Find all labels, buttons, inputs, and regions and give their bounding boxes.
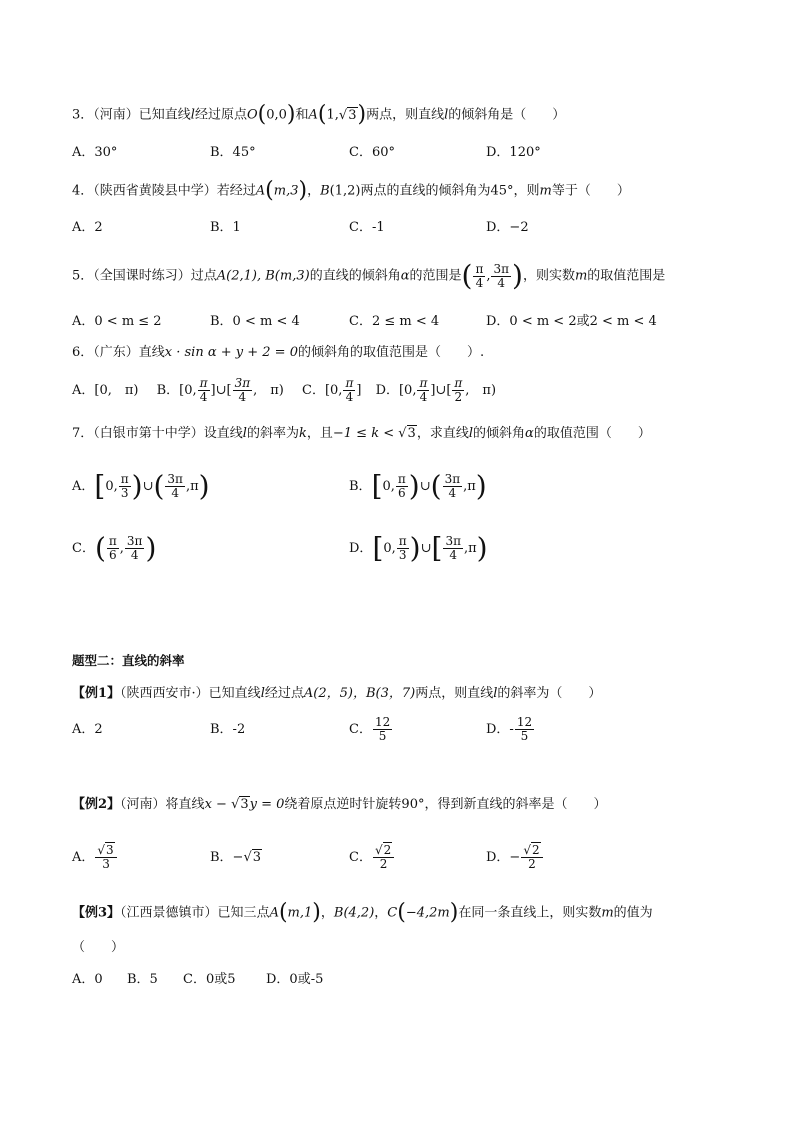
sqrt-symbol: √3 xyxy=(398,426,416,441)
ex1-option-d[interactable]: D．- $\frac{12}{5}$ xyxy=(486,715,533,743)
q7-var-alpha: α xyxy=(525,426,534,441)
ex1-text: （陕西西安市·）已知直线 xyxy=(120,686,261,701)
q5-var-alpha: α xyxy=(400,268,410,284)
q3-text: 经过原点 xyxy=(194,107,247,123)
ex3-text: ， xyxy=(320,905,334,921)
q3-option-d[interactable]: D．120° xyxy=(486,145,541,160)
q3-text: 3．（河南）已知直线 xyxy=(72,107,191,123)
q3-text: 的倾斜角是（ ） xyxy=(448,107,566,123)
q5-var-m: m xyxy=(574,268,588,284)
q6-option-b[interactable]: B．[0, $\frac{\pi}{4}$ ]∪[ $\frac{3\pi}{4}$ , π) xyxy=(156,376,284,404)
q4-point-b-args: (1,2) xyxy=(329,183,361,199)
ex3-point-c: C xyxy=(387,905,398,921)
ex2-option-a[interactable]: A． $\frac{√3}{3}$ xyxy=(72,838,118,878)
ex1-option-a[interactable]: A．2 xyxy=(72,722,103,737)
q7-var-l: l xyxy=(242,426,247,441)
question-4-stem: 4．（陕西省黄陵县中学）若经过A(m,3)，B(1,2)两点的直线的倾斜角为45°，则m等于（ ） xyxy=(72,178,630,203)
question-5-stem: 5．（全国课时练习）过点A(2,1), B(m,3)的直线的倾斜角α的范围是( $\frac{\pi}{4}$ , $\frac{3\pi}{4}$ )，则实数m的取值范围是 xyxy=(72,259,666,292)
q5-text: 5．（全国课时练习）过点 xyxy=(72,268,217,284)
q7-text: 的斜率为 xyxy=(246,426,299,441)
q7-text: 7．（白银市第十中学）设直线 xyxy=(72,426,243,441)
q6-text: 的倾斜角的取值范围是（ ）. xyxy=(297,345,485,360)
ex3-answer-bracket: （ ） xyxy=(72,940,125,955)
ex3-text: 在同一条直线上，则实数 xyxy=(458,905,602,921)
q3-option-b[interactable]: B．45° xyxy=(210,145,256,160)
ex3-option-a[interactable]: A．0 xyxy=(72,972,103,987)
ex2-option-c[interactable]: C． $\frac{√2}{2}$ xyxy=(349,838,395,878)
ex1-text: 两点，则直线 xyxy=(415,686,494,701)
sqrt-symbol: √3 xyxy=(338,107,357,123)
q7-text: ，且 xyxy=(306,426,333,441)
question-6-stem xyxy=(72,343,754,363)
ex1-var-l: l xyxy=(260,686,265,701)
ex2-text: 绕着原点逆时针旋转90°，得到新直线的斜率是（ ） xyxy=(284,797,607,812)
q7-text: 的倾斜角 xyxy=(473,426,526,441)
q4-var-m: m xyxy=(539,183,552,199)
q5-option-c[interactable]: C．2 ≤ m < 4 xyxy=(349,314,440,329)
question-7-stem xyxy=(72,424,754,444)
ex3-point-a: A xyxy=(269,905,279,921)
q6-text: 6．（广东）直线 xyxy=(72,345,165,360)
ex3-option-d[interactable]: D．0或-5 xyxy=(266,972,324,987)
q7-option-b[interactable]: B．[0, $\frac{\pi}{6}$ )∪( $\frac{3\pi}{4}$ ,π) xyxy=(349,469,487,503)
q5-points: A(2,1), B(m,3) xyxy=(216,268,310,284)
ex3-text: 的值为 xyxy=(613,905,653,921)
q7-option-d[interactable]: D．[0, $\frac{\pi}{3}$ )∪[ $\frac{3\pi}{4}$ ,π) xyxy=(349,531,488,565)
ex1-text: 的斜率为（ ） xyxy=(497,686,602,701)
q7-var-k: k xyxy=(298,426,307,441)
ex1-option-c[interactable]: C． $\frac{12}{5}$ xyxy=(349,715,391,743)
ex2-equation: x − xyxy=(204,797,227,812)
q3-point-o: O xyxy=(246,107,258,123)
q3-point-a-args: 1, xyxy=(326,107,339,123)
example-1-stem xyxy=(72,684,754,704)
q5-option-d[interactable]: D．0 < m < 2或2 < m < 4 xyxy=(486,314,657,329)
q5-option-a[interactable]: A．0 < m ≤ 2 xyxy=(72,314,162,329)
ex3-option-c[interactable]: C．0或5 xyxy=(183,972,236,987)
q6-option-c[interactable]: C．[0, $\frac{\pi}{4}$ ] xyxy=(302,376,362,404)
q5-frac-1: $\frac{\pi}{4}$ xyxy=(475,261,484,290)
q3-var-l: l xyxy=(444,107,449,123)
q4-text: 两点的直线的倾斜角为45°，则 xyxy=(360,183,540,199)
q5-text: 的范围是 xyxy=(409,268,462,284)
q3-option-a[interactable]: A．30° xyxy=(72,145,118,160)
q4-text: 4．（陕西省黄陵县中学）若经过 xyxy=(72,183,256,199)
q7-option-a[interactable]: A．[0, $\frac{\pi}{3}$ )∪( $\frac{3\pi}{4}$ ,π) xyxy=(72,469,210,503)
q5-text: 的直线的倾斜角 xyxy=(309,268,401,284)
q4-text: ， xyxy=(307,183,321,199)
sqrt-symbol: √3 xyxy=(231,797,249,812)
q7-text: ，求直线 xyxy=(416,426,469,441)
ex2-text: （河南）将直线 xyxy=(120,797,205,812)
example-3-label: 【例3】 xyxy=(72,905,121,921)
example-3-stem: 【例3】（江西景德镇市）已知三点A(m,1)，B(4,2)，C(−4,2m)在同一条直线上，则实数m的值为 xyxy=(72,900,653,925)
q5-option-b[interactable]: B．0 < m < 4 xyxy=(210,314,300,329)
ex1-text: 经过点 xyxy=(264,686,304,701)
example-2-label: 【例2】 xyxy=(72,797,121,812)
q4-option-b[interactable]: B．1 xyxy=(210,220,241,235)
q4-text: 等于（ ） xyxy=(551,183,630,199)
ex3-option-b[interactable]: B．5 xyxy=(127,972,158,987)
ex3-text: ， xyxy=(374,905,388,921)
q4-option-a[interactable]: A．2 xyxy=(72,220,103,235)
q4-option-d[interactable]: D．−2 xyxy=(486,220,529,235)
q3-option-c[interactable]: C．60° xyxy=(349,145,395,160)
q4-point-a: A xyxy=(255,183,266,199)
q6-option-a[interactable]: A．[0, π) xyxy=(72,383,139,398)
q3-var-l: l xyxy=(190,107,195,123)
ex3-var-m: m xyxy=(601,905,614,921)
ex3-point-b: B(4,2) xyxy=(333,905,375,921)
q6-equation: x · sin α + y + 2 = 0 xyxy=(164,345,298,360)
ex1-points: A(2，5)，B(3，7) xyxy=(303,686,416,701)
section-heading: 题型二：直线的斜率 xyxy=(72,653,185,668)
q5-text: ，则实数 xyxy=(522,268,575,284)
q4-point-a-args: m,3 xyxy=(273,183,299,199)
q7-var-l: l xyxy=(468,426,474,441)
ex1-var-l: l xyxy=(493,686,498,701)
example-1-label: 【例1】 xyxy=(72,686,121,701)
q3-text: 两点，则直线 xyxy=(366,107,445,123)
q6-options-row xyxy=(72,374,496,408)
example-2-stem xyxy=(72,795,754,815)
ex3-point-c-args: −4,2m xyxy=(405,905,450,921)
ex1-option-b[interactable]: B．-2 xyxy=(210,722,246,737)
q7-option-c[interactable]: C．( $\frac{\pi}{6}$ , $\frac{3\pi}{4}$ ) xyxy=(72,531,157,565)
q3-point-o-args: 0,0 xyxy=(266,107,287,123)
q5-text: 的取值范围是 xyxy=(587,268,666,284)
q3-text: 和 xyxy=(295,107,309,123)
q4-point-b: B xyxy=(320,183,330,199)
q6-option-d[interactable]: D．[0, $\frac{\pi}{4}$ ]∪[ $\frac{\pi}{2}$ , π) xyxy=(375,376,497,404)
ex3-text: （江西景德镇市）已知三点 xyxy=(120,905,270,921)
ex2-option-d[interactable]: D．− $\frac{√2}{2}$ xyxy=(486,838,544,878)
q7-inequality: −1 ≤ k < xyxy=(332,426,395,441)
q7-text: 的取值范围（ ） xyxy=(533,426,651,441)
q5-frac-2: $\frac{3\pi}{4}$ xyxy=(493,261,509,290)
q4-option-c[interactable]: C．-1 xyxy=(349,220,385,235)
ex3-point-a-args: m,1 xyxy=(287,905,313,921)
ex2-option-b[interactable]: B．−√3 xyxy=(210,850,262,865)
question-3-stem: 3．（河南）已知直线l经过原点O(0,0)和A(1,√3)两点，则直线l的倾斜角是（ ） xyxy=(72,102,566,127)
ex2-equation: y = 0 xyxy=(249,797,285,812)
q3-point-a: A xyxy=(308,107,318,123)
